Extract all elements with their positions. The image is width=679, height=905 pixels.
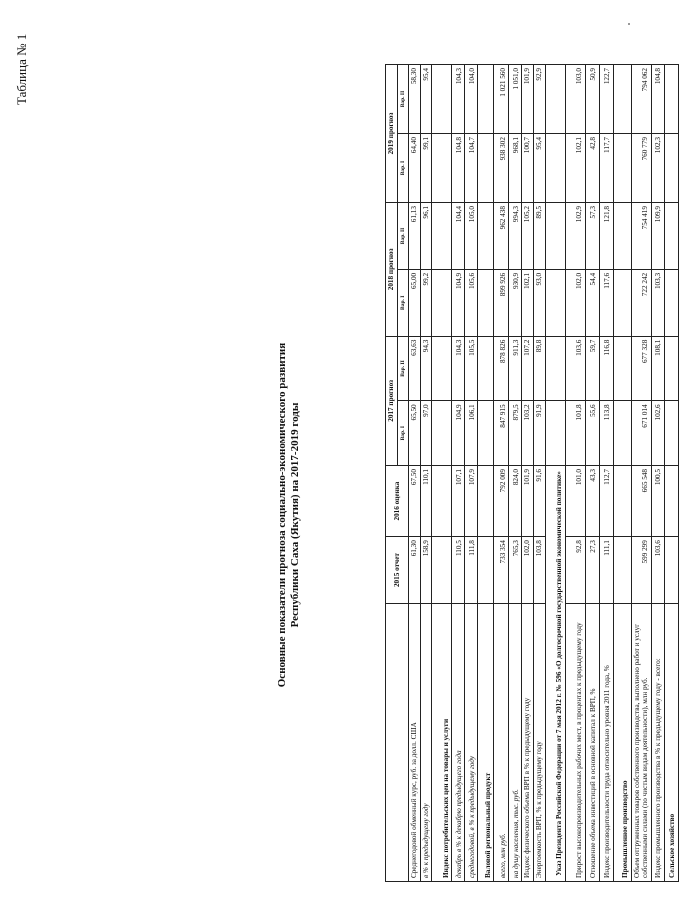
title-line-2: Республики Саха (Якутия) на 2017-2019 годы [289, 402, 301, 628]
value-cell [478, 401, 494, 466]
header-variant-1: Вар. I [397, 269, 409, 336]
header-2017: 2017 прогноз [386, 336, 398, 465]
value-cell: 117,6 [599, 269, 613, 336]
value-cell: 61,13 [409, 203, 421, 270]
table-row [478, 65, 494, 882]
row-label: Прирост высокопроизводительных рабочих мест, в процентах к предыдущему году [565, 603, 585, 881]
value-cell: 95,4 [420, 65, 432, 134]
table-row [545, 65, 565, 882]
table-row [432, 65, 452, 882]
value-cell: 102,6 [651, 401, 664, 466]
value-cell: 99,2 [420, 269, 432, 336]
value-cell [613, 401, 631, 466]
value-cell [432, 401, 452, 466]
table-row [664, 65, 678, 882]
value-cell: 95,4 [533, 134, 545, 203]
value-cell: 57,3 [585, 203, 599, 270]
value-cell [545, 65, 565, 134]
table-row [651, 65, 664, 882]
table-row [509, 65, 522, 882]
value-cell [613, 203, 631, 270]
table-row [522, 65, 534, 882]
row-label: в % к предыдущему году [420, 603, 432, 881]
value-cell: 100,7 [522, 134, 534, 203]
value-cell [478, 134, 494, 203]
row-label: Промышленное производство [613, 603, 631, 881]
value-cell: 107,2 [522, 336, 534, 401]
value-cell: 100,5 [651, 466, 664, 537]
table-row [409, 65, 421, 882]
value-cell [664, 134, 678, 203]
header-2019: 2019 прогноз [386, 65, 398, 203]
value-cell [478, 466, 494, 537]
value-cell: 94,3 [420, 336, 432, 401]
value-cell: 67,50 [409, 466, 421, 537]
value-cell [545, 203, 565, 270]
value-cell: 101,0 [565, 466, 585, 537]
header-label-cell [386, 603, 409, 881]
value-cell [664, 336, 678, 401]
value-cell: 64,40 [409, 134, 421, 203]
value-cell: 42,8 [585, 134, 599, 203]
value-cell: 103,0 [565, 65, 585, 134]
value-cell [613, 336, 631, 401]
value-cell [613, 65, 631, 134]
value-cell: 65,00 [409, 269, 421, 336]
header-2015: 2015 отчет [386, 537, 409, 604]
value-cell: 121,8 [599, 203, 613, 270]
row-label: Энергоемкость ВРП, % к предыдущему году [533, 603, 545, 881]
value-cell: 65,50 [409, 401, 421, 466]
value-cell: 105,0 [465, 203, 478, 270]
value-cell: 106,1 [465, 401, 478, 466]
value-cell: 102,0 [522, 537, 534, 604]
value-cell: 104,4 [452, 203, 465, 270]
value-cell: 103,3 [651, 269, 664, 336]
value-cell: 962 438 [494, 203, 509, 270]
value-cell [613, 134, 631, 203]
table-number: Таблица № 1 [14, 33, 29, 105]
value-cell: 879,5 [509, 401, 522, 466]
row-label: на душу населения, тыс. руб. [509, 603, 522, 881]
title-line-1: Основные показатели прогноза социально-экономического развития [276, 342, 288, 688]
value-cell: 91,9 [533, 401, 545, 466]
table-row [533, 65, 545, 882]
row-label: Индекс физического объема ВРП в % к предыдущему году [522, 603, 534, 881]
value-cell [664, 537, 678, 604]
value-cell: 104,7 [465, 134, 478, 203]
value-cell: 59,7 [585, 336, 599, 401]
value-cell: 103,8 [533, 537, 545, 604]
value-cell: 930,9 [509, 269, 522, 336]
value-cell: 665 548 [631, 466, 651, 537]
value-cell: 105,2 [522, 203, 534, 270]
value-cell [432, 134, 452, 203]
value-cell [432, 203, 452, 270]
value-cell: 754 419 [631, 203, 651, 270]
header-row-years [386, 65, 398, 882]
value-cell: 878 826 [494, 336, 509, 401]
value-cell [613, 537, 631, 604]
value-cell: 55,6 [585, 401, 599, 466]
value-cell: 722 242 [631, 269, 651, 336]
value-cell: 733 354 [494, 537, 509, 604]
value-cell: 89,8 [533, 336, 545, 401]
table-row [420, 65, 432, 882]
value-cell [545, 134, 565, 203]
value-cell: 104,3 [452, 336, 465, 401]
row-label: Объем отгруженных товаров собственного производства, выполнено работ и услуг собственными силами (по чистым видам деятельности), млн руб. [631, 603, 651, 881]
value-cell: 104,8 [452, 134, 465, 203]
value-cell: 765,3 [509, 537, 522, 604]
value-cell: 91,6 [533, 466, 545, 537]
table-row [565, 65, 585, 882]
value-cell: 110,1 [420, 466, 432, 537]
value-cell: 43,3 [585, 466, 599, 537]
value-cell: 116,8 [599, 336, 613, 401]
value-cell [545, 401, 565, 466]
value-cell: 104,8 [651, 65, 664, 134]
value-cell: 117,7 [599, 134, 613, 203]
forecast-table [385, 64, 679, 882]
value-cell: 107,1 [452, 466, 465, 537]
value-cell: 108,1 [651, 336, 664, 401]
value-cell: 847 915 [494, 401, 509, 466]
value-cell: 911,3 [509, 336, 522, 401]
value-cell [478, 336, 494, 401]
value-cell: 104,0 [465, 65, 478, 134]
table-body [409, 65, 679, 882]
row-label: Индекс производительности труда относительно уровня 2011 года, % [599, 603, 613, 881]
value-cell: 103,6 [651, 537, 664, 604]
value-cell: 794 062 [631, 65, 651, 134]
row-label: Отношение объема инвестиций в основной капитал к ВРП, % [585, 603, 599, 881]
row-label: Сельское хозяйство [664, 603, 678, 881]
value-cell: 122,7 [599, 65, 613, 134]
value-cell [478, 203, 494, 270]
value-cell: 1 051,0 [509, 65, 522, 134]
value-cell: 50,9 [585, 65, 599, 134]
table-row [452, 65, 465, 882]
value-cell: 63,63 [409, 336, 421, 401]
row-label: среднегодовой, в % к предыдущему году [465, 603, 478, 881]
value-cell [545, 336, 565, 401]
value-cell: 994,3 [509, 203, 522, 270]
header-2016: 2016 оценка [386, 466, 409, 537]
value-cell [613, 466, 631, 537]
header-variant-2: Вар. II [397, 65, 409, 134]
value-cell: 102,9 [565, 203, 585, 270]
value-cell: 158,9 [420, 537, 432, 604]
value-cell [432, 336, 452, 401]
value-cell: 111,1 [599, 537, 613, 604]
value-cell [432, 269, 452, 336]
value-cell: 61,30 [409, 537, 421, 604]
value-cell: 54,4 [585, 269, 599, 336]
value-cell [664, 269, 678, 336]
value-cell: 899 926 [494, 269, 509, 336]
value-cell: 102,1 [522, 269, 534, 336]
table-row [613, 65, 631, 882]
value-cell: 109,9 [651, 203, 664, 270]
value-cell: 27,3 [585, 537, 599, 604]
value-cell: 671 014 [631, 401, 651, 466]
row-label: Среднегодовой обменный курс, руб. за долл. США [409, 603, 421, 881]
value-cell: 92,9 [533, 65, 545, 134]
value-cell: 102,0 [565, 269, 585, 336]
value-cell [545, 269, 565, 336]
table-row [494, 65, 509, 882]
value-cell: 599 299 [631, 537, 651, 604]
value-cell: 1 021 560 [494, 65, 509, 134]
header-variant-2: Вар. II [397, 203, 409, 270]
value-cell: 102,3 [651, 134, 664, 203]
value-cell: 113,8 [599, 401, 613, 466]
value-cell: 104,3 [452, 65, 465, 134]
value-cell [432, 466, 452, 537]
row-label: Указ Президента Российской Федерации от 7 мая 2012 г. № 596 «О долгосрочной государственной экономической политике» [545, 466, 565, 882]
row-label: Индекс промышленного производства в % к предыдущему году - всего: [651, 603, 664, 881]
value-cell: 99,1 [420, 134, 432, 203]
value-cell: 93,0 [533, 269, 545, 336]
table-row [465, 65, 478, 882]
value-cell [664, 401, 678, 466]
value-cell [664, 466, 678, 537]
value-cell: 92,8 [565, 537, 585, 604]
value-cell: 96,1 [420, 203, 432, 270]
value-cell: 102,1 [565, 134, 585, 203]
scan-dot [628, 23, 630, 25]
value-cell: 104,9 [452, 401, 465, 466]
value-cell: 824,0 [509, 466, 522, 537]
table-row [599, 65, 613, 882]
value-cell: 938 302 [494, 134, 509, 203]
value-cell: 968,1 [509, 134, 522, 203]
value-cell [432, 65, 452, 134]
value-cell [478, 65, 494, 134]
row-label: декабрь в % к декабрю предыдущего года [452, 603, 465, 881]
value-cell: 101,8 [565, 401, 585, 466]
value-cell: 89,5 [533, 203, 545, 270]
value-cell [432, 537, 452, 604]
value-cell: 101,9 [522, 466, 534, 537]
value-cell: 677 328 [631, 336, 651, 401]
row-label: всего, млн руб. [494, 603, 509, 881]
value-cell: 101,9 [522, 65, 534, 134]
value-cell [664, 203, 678, 270]
header-variant-2: Вар. II [397, 336, 409, 401]
header-variant-1: Вар. I [397, 401, 409, 466]
value-cell: 792 009 [494, 466, 509, 537]
value-cell: 97,0 [420, 401, 432, 466]
value-cell: 110,5 [452, 537, 465, 604]
value-cell: 58,30 [409, 65, 421, 134]
value-cell [664, 65, 678, 134]
header-variant-1: Вар. I [397, 134, 409, 203]
value-cell [478, 537, 494, 604]
value-cell: 103,2 [522, 401, 534, 466]
value-cell: 105,5 [465, 336, 478, 401]
value-cell: 107,9 [465, 466, 478, 537]
value-cell: 105,6 [465, 269, 478, 336]
value-cell [613, 269, 631, 336]
value-cell: 103,6 [565, 336, 585, 401]
value-cell: 104,9 [452, 269, 465, 336]
value-cell [478, 269, 494, 336]
row-label: Валовой региональный продукт [478, 603, 494, 881]
table-row [631, 65, 651, 882]
table-row [585, 65, 599, 882]
header-2018: 2018 прогноз [386, 203, 398, 337]
value-cell: 112,7 [599, 466, 613, 537]
value-cell: 760 779 [631, 134, 651, 203]
value-cell: 111,8 [465, 537, 478, 604]
row-label: Индекс потребительских цен на товары и услуги [432, 603, 452, 881]
document-title [276, 305, 302, 725]
